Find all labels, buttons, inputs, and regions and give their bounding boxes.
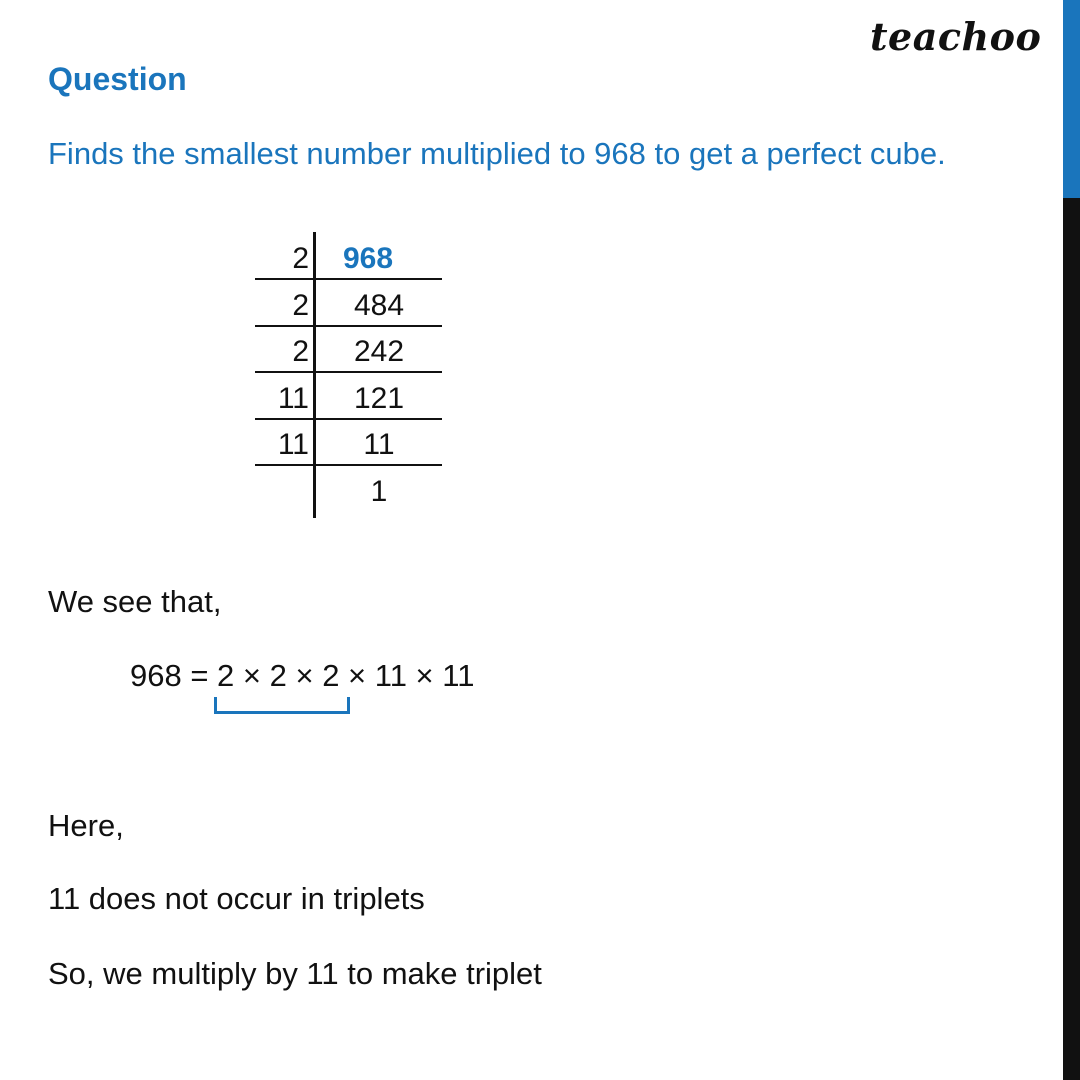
teachoo-logo: teachoo bbox=[870, 14, 1042, 59]
triplet-bracket bbox=[214, 697, 350, 714]
factorization-equation: 968 = 2 × 2 × 2 × 11 × 11 bbox=[130, 658, 475, 693]
quotient: 121 bbox=[353, 382, 405, 415]
dividend: 968 bbox=[343, 242, 394, 275]
prime-factorization-table bbox=[255, 232, 445, 518]
divisor: 2 bbox=[292, 242, 309, 275]
side-bar-accent bbox=[1063, 0, 1080, 198]
division-row bbox=[255, 418, 442, 466]
division-row bbox=[255, 465, 442, 511]
division-row bbox=[255, 279, 442, 327]
quotient: 1 bbox=[370, 475, 388, 508]
question-text: Finds the smallest number multiplied to 968 to get a perfect cube. bbox=[48, 136, 946, 171]
question-heading: Question bbox=[48, 61, 187, 97]
divisor: 2 bbox=[292, 335, 309, 368]
divisor: 11 bbox=[277, 428, 309, 461]
division-row bbox=[255, 372, 442, 420]
division-row bbox=[255, 325, 442, 373]
divisor: 2 bbox=[292, 289, 309, 322]
divisor: 11 bbox=[277, 382, 309, 415]
quotient: 11 bbox=[363, 428, 395, 461]
quotient: 242 bbox=[353, 335, 405, 368]
quotient: 484 bbox=[353, 289, 405, 322]
observation-text: 11 does not occur in triplets bbox=[48, 881, 425, 916]
here-text: Here, bbox=[48, 808, 124, 843]
division-row bbox=[255, 232, 442, 280]
intro-text: We see that, bbox=[48, 584, 222, 619]
side-bar bbox=[1063, 0, 1080, 1080]
conclusion-text: So, we multiply by 11 to make triplet bbox=[48, 956, 542, 991]
